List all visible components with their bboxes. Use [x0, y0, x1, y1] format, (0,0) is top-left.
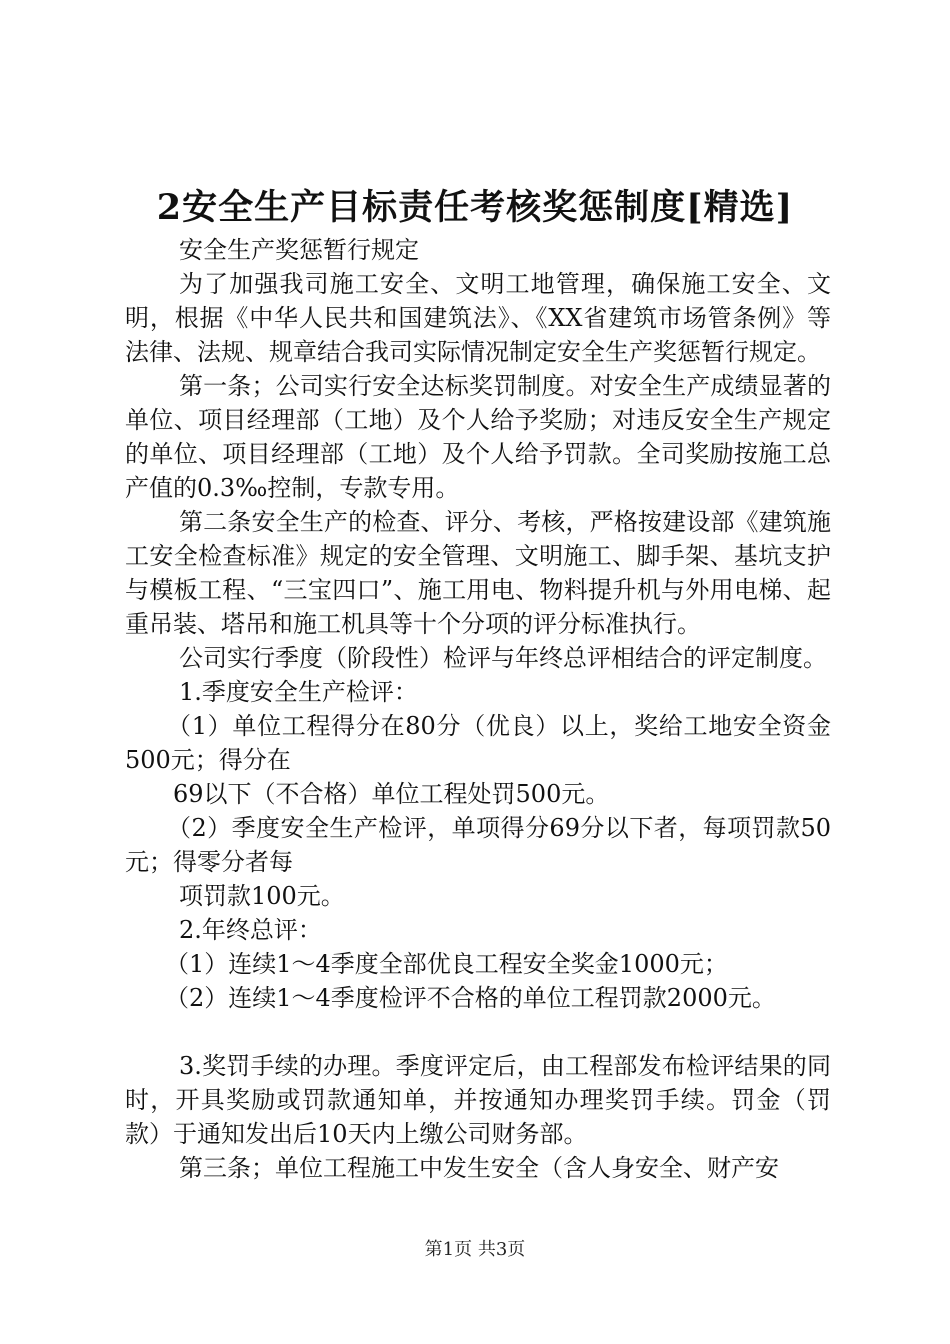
paragraph-evaluation-system: 公司实行季度（阶段性）检评与年终总评相结合的评定制度。	[179, 644, 827, 672]
paragraph-article-1: 第一条；公司实行安全达标奖罚制度。对安全生产成绩显著的单位、项目经理部（工地）及个人给予奖励；对违反安全生产规定的单位、项目经理部（工地）及个人给予罚款。全司奖励按施工总产值的0.3‰控制，专款专用。	[125, 372, 831, 502]
paragraph-procedures: 3.奖罚手续的办理。季度评定后，由工程部发布检评结果的同时，开具奖励或罚款通知单，并按通知办理奖罚手续。罚金（罚款）于通知发出后10天内上缴公司财务部。	[125, 1052, 831, 1148]
paragraph-quarterly-item-1: （1）单位工程得分在80分（优良）以上，奖给工地安全资金500元；得分在	[125, 712, 831, 774]
paragraph-quarterly-item-2: （2）季度安全生产检评，单项得分69分以下者，每项罚款50元；得零分者每	[125, 814, 831, 876]
paragraph-quarterly-item-1-cont: 69以下（不合格）单位工程处罚500元。	[173, 780, 610, 808]
paragraph-annual-item-2: （2）连续1～4季度检评不合格的单位工程罚款2000元。	[165, 984, 776, 1012]
paragraph-subtitle: 安全生产奖惩暂行规定	[179, 236, 419, 264]
paragraph-article-2: 第二条安全生产的检查、评分、考核，严格按建设部《建筑施工安全检查标准》规定的安全管理、文明施工、脚手架、基坑支护与模板工程、“三宝四口”、施工用电、物料提升机与外用电梯、起重吊装、塔吊和施工机具等十个分项的评分标准执行。	[125, 508, 831, 638]
paragraph-article-3: 第三条；单位工程施工中发生安全（含人身安全、财产安	[179, 1154, 779, 1182]
page-footer: 第1页 共3页	[424, 1239, 526, 1260]
paragraph-quarterly-item-2-cont: 项罚款100元。	[179, 882, 345, 910]
paragraph-quarterly-heading: 1.季度安全生产检评：	[179, 678, 418, 706]
document-title: 2安全生产目标责任考核奖惩制度[精选]	[156, 187, 794, 228]
paragraph-annual-item-1: （1）连续1～4季度全部优良工程安全奖金1000元；	[165, 950, 728, 978]
paragraph-intro: 为了加强我司施工安全、文明工地管理，确保施工安全、文明，根据《中华人民共和国建筑法》、《XX省建筑市场管条例》等法律、法规、规章结合我司实际情况制定安全生产奖惩暂行规定。	[125, 270, 831, 366]
document-body	[125, 233, 831, 1185]
paragraph-annual-heading: 2.年终总评：	[179, 916, 322, 944]
